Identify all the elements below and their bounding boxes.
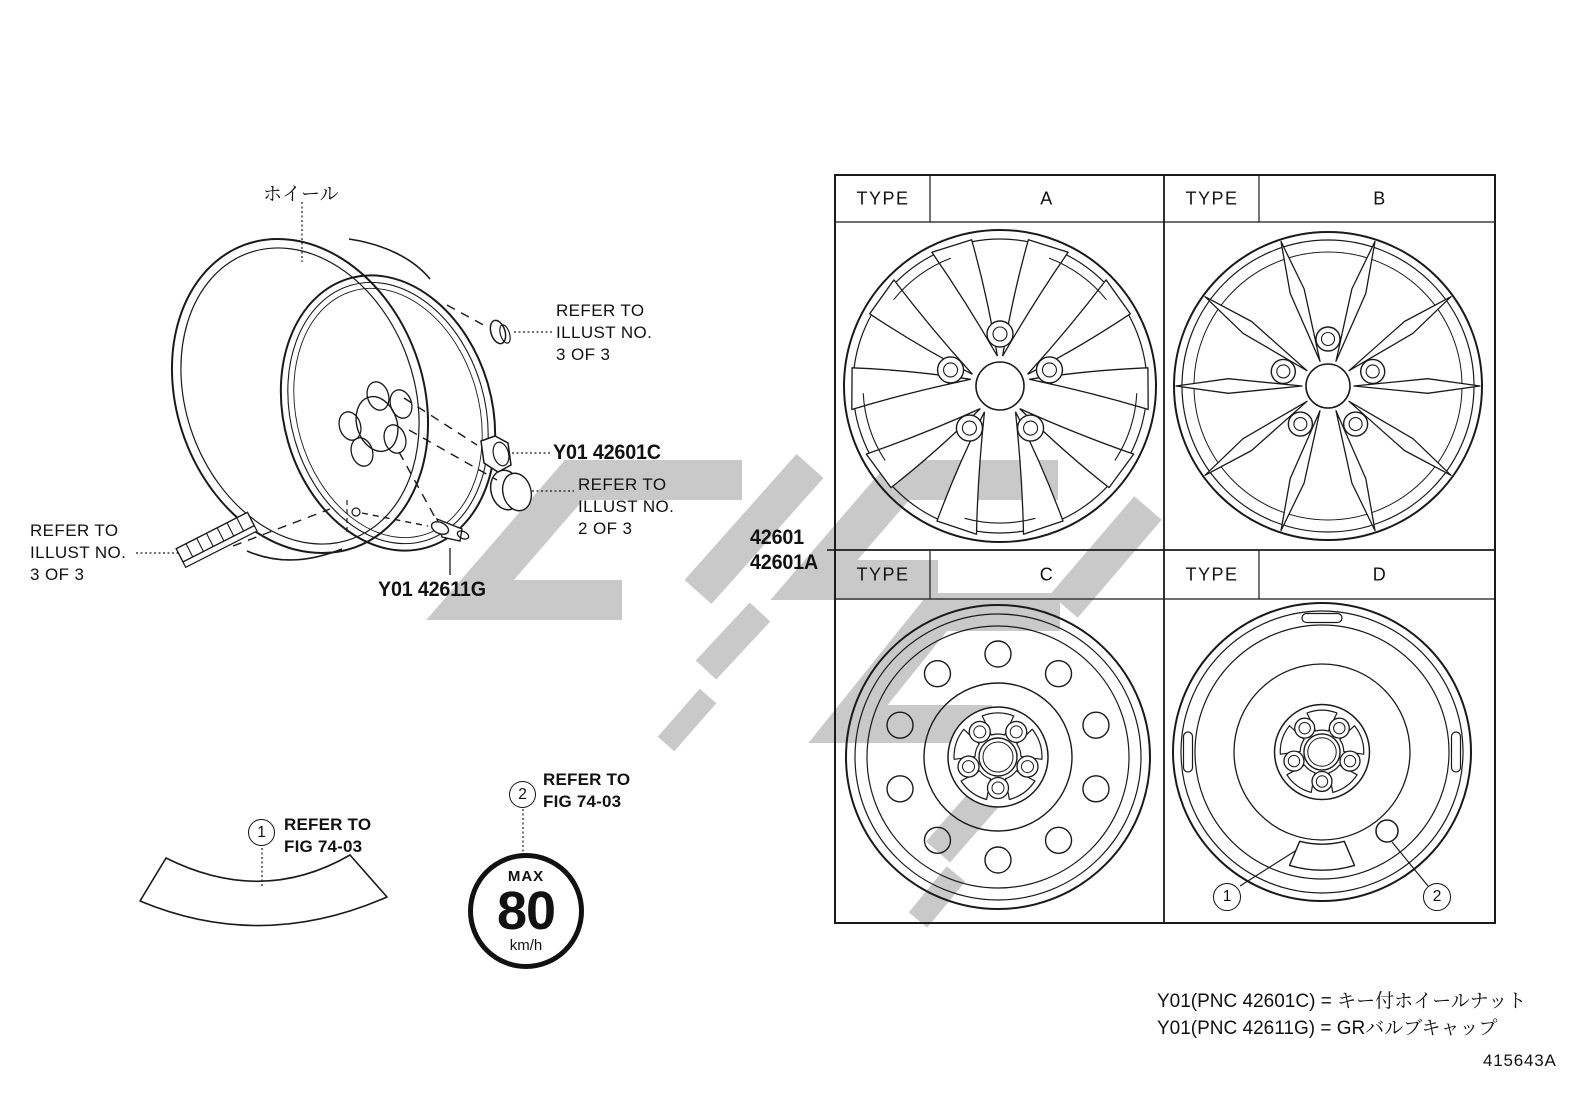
- lug-nut-part: [481, 436, 511, 472]
- clip-part: [488, 318, 513, 345]
- speed-value: 80: [496, 880, 556, 941]
- table-cell-b: B: [1373, 188, 1387, 209]
- illust-ref-3of3-left: REFER TO ILLUST NO. 3 OF 3: [30, 521, 127, 584]
- type-table-grid: [835, 175, 1495, 923]
- table-cell-a: A: [1040, 188, 1054, 209]
- wheel-type-b: [1174, 232, 1482, 540]
- table-cell-c: C: [1039, 564, 1055, 585]
- wheel-type-d: [1173, 603, 1471, 901]
- center-cap-part: [486, 467, 535, 514]
- table-cell-d: D: [1372, 564, 1388, 585]
- speed-limit-badge: [468, 853, 584, 969]
- fig-marker-2: 2: [509, 781, 536, 808]
- fig-marker-1: 1: [248, 819, 275, 846]
- doc-number: 415643A: [1483, 1051, 1557, 1070]
- table-header-type-a: TYPE: [856, 188, 910, 209]
- wheel-d-callout-2: 2: [1423, 883, 1451, 911]
- pad-part: [140, 855, 387, 926]
- table-header-type-c: TYPE: [856, 564, 910, 585]
- fig-ref-weight: REFER TO FIG 74-03: [284, 815, 372, 856]
- balance-weight-part: [176, 512, 257, 567]
- table-header-type-b: TYPE: [1185, 188, 1239, 209]
- valve-stem-part: [430, 519, 470, 541]
- speed-unit: km/h: [509, 936, 543, 954]
- table-header-type-d: TYPE: [1185, 564, 1239, 585]
- assembly-dashes: [233, 305, 497, 546]
- part-number-valve: Y01 42611G: [378, 578, 486, 601]
- part-number-wheel: 42601 42601A: [750, 526, 819, 574]
- fig-ref-sticker: REFER TO FIG 74-03: [543, 770, 631, 811]
- legend-notes: Y01(PNC 42601C) = キー付ホイールナット Y01(PNC 42611G) = GRバルブキャップ: [1157, 991, 1527, 1039]
- speed-max-label: MAX: [507, 867, 545, 885]
- part-number-lug-nut: Y01 42601C: [553, 441, 661, 464]
- wheel-d-callout-1: 1: [1213, 883, 1241, 911]
- illust-ref-2of3: REFER TO ILLUST NO. 2 OF 3: [578, 475, 675, 538]
- wheel-label-jp: ホイール: [263, 184, 339, 205]
- illust-ref-3of3-top: REFER TO ILLUST NO. 3 OF 3: [556, 301, 653, 364]
- disc-wheel-art: [129, 203, 526, 590]
